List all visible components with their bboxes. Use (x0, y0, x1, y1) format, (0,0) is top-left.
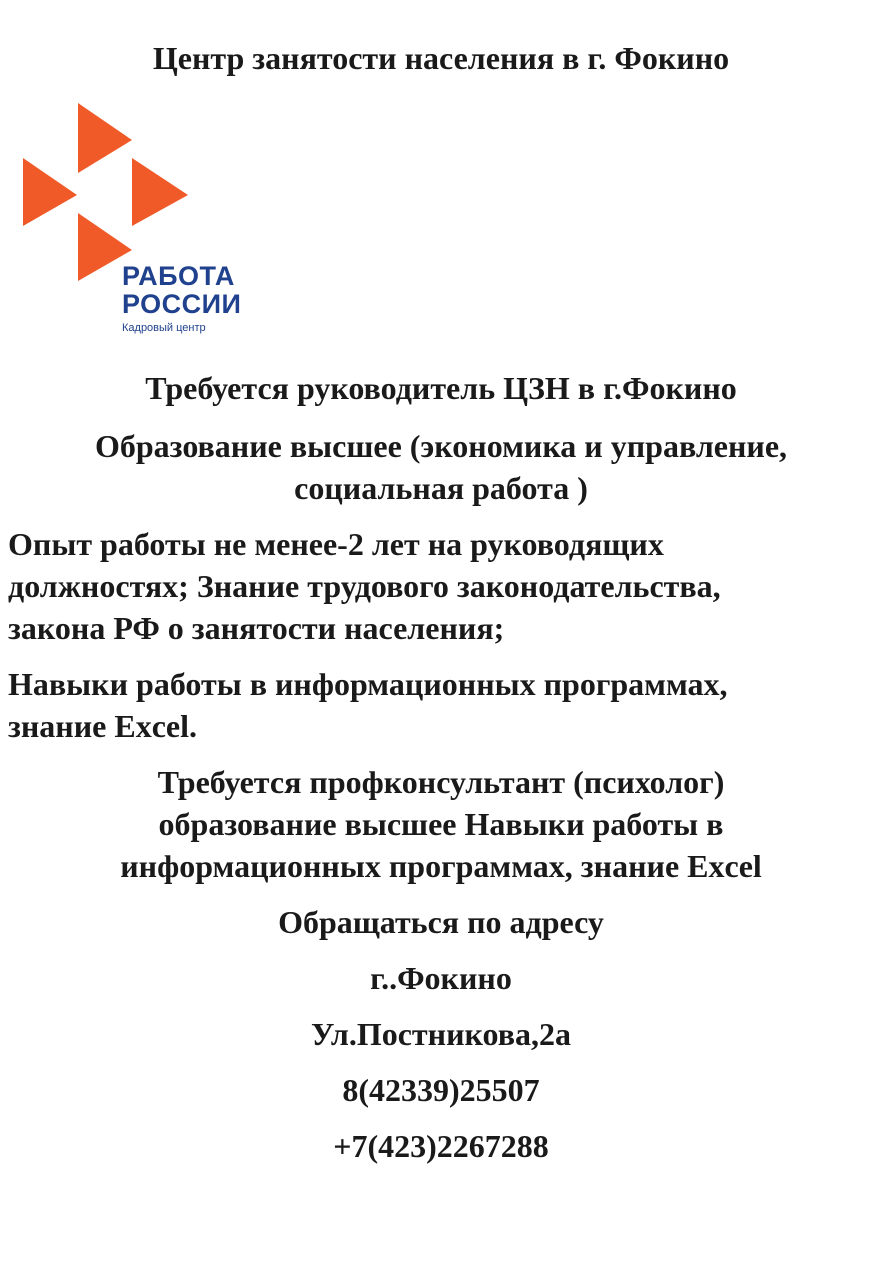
vacancy1-education-line2: социальная работа ) (294, 470, 588, 506)
arrow-left-icon (23, 158, 77, 226)
vacancy1-experience-line3: закона РФ о занятости населения; (8, 610, 505, 646)
logo-line-2: РОССИИ (122, 289, 242, 319)
vacancy1-experience-line2: должностях; Знание трудового законодательства, (8, 568, 721, 604)
arrow-top-icon (78, 103, 132, 173)
vacancy1-skills-line1: Навыки работы в информационных программах, (8, 666, 728, 702)
page-title: Центр занятости населения в г. Фокино (152, 40, 730, 76)
contacts-city: г..Фокино (370, 960, 512, 996)
logo-text (122, 262, 241, 336)
vacancy1-heading: Требуется руководитель ЦЗН в г.Фокино (145, 370, 737, 406)
arrow-right-icon (132, 158, 188, 226)
contacts-street: Ул.Постникова,2а (310, 1016, 571, 1052)
vacancy1-experience-line1: Опыт работы не менее-2 лет на руководящих (8, 526, 664, 562)
logo-line-1: РАБОТА (122, 261, 235, 291)
vacancy1-education-line1: Образование высшее (экономика и управление, (94, 428, 788, 464)
rabota-rossii-logo (20, 100, 260, 345)
vacancy2-line1: Требуется профконсультант (психолог) (157, 764, 725, 800)
vacancy2-line3: информационных программах, знание Excel (120, 848, 762, 884)
contacts-heading: Обращаться по адресу (278, 904, 604, 940)
vacancy2-line2: образование высшее Навыки работы в (158, 806, 724, 842)
logo-subtitle: Кадровый центр (122, 322, 206, 334)
contacts-phone1: 8(42339)25507 (342, 1072, 540, 1108)
vacancy1-skills-line2: знание Excel. (8, 708, 198, 744)
contacts-phone2: +7(423)2267288 (333, 1128, 549, 1164)
